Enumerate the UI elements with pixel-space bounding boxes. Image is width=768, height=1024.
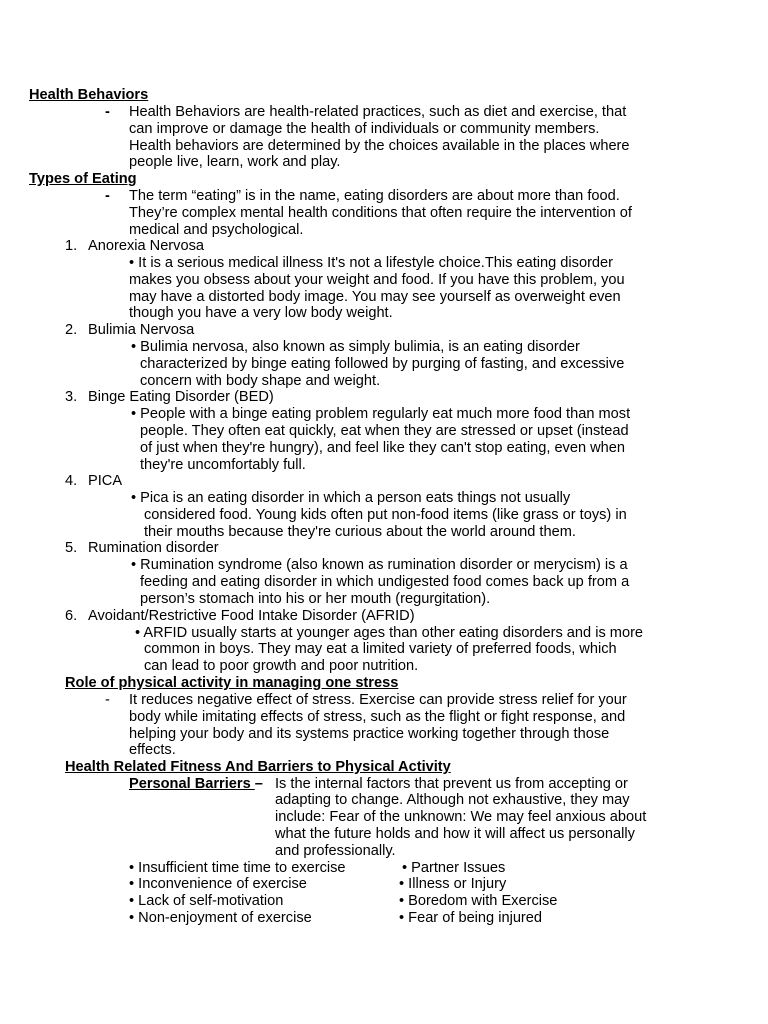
heading-role-of-physical-activity: Role of physical activity in managing one stress — [65, 675, 399, 691]
bullet-line: • Bulimia nervosa, also known as simply bulimia, is an eating disorder — [131, 339, 580, 355]
list-number: 1. — [65, 238, 78, 254]
bullet-line: • ARFID usually starts at younger ages than other eating disorders and is more — [135, 625, 644, 641]
list-number: 4. — [65, 473, 78, 489]
paragraph-line: adapting to change. Although not exhaustive, they may — [275, 792, 630, 808]
list-item-title: Bulimia Nervosa — [88, 322, 195, 338]
barrier-bullet-right: • Boredom with Exercise — [399, 893, 558, 909]
list-item-title: Avoidant/Restrictive Food Intake Disorder (AFRID) — [88, 608, 415, 624]
barrier-bullet-left: • Insufficient time time to exercise — [129, 860, 346, 876]
dash-marker: - — [105, 692, 110, 708]
bullet-line: can lead to poor growth and poor nutrition. — [144, 658, 419, 674]
list-number: 5. — [65, 540, 78, 556]
personal-barriers-label: Personal Barriers — [129, 776, 255, 792]
list-item-title: Anorexia Nervosa — [88, 238, 204, 254]
heading-types-of-eating: Types of Eating — [29, 171, 137, 187]
list-item-title: Binge Eating Disorder (BED) — [88, 389, 274, 405]
list-number: 2. — [65, 322, 78, 338]
paragraph-line: Health behaviors are determined by the choices available in the places where — [129, 138, 630, 154]
list-item-title: Rumination disorder — [88, 540, 219, 556]
bullet-line: characterized by binge eating followed by purging of fasting, and excessive — [140, 356, 625, 372]
bullet-line: considered food. Young kids often put non-food items (like grass or toys) in — [144, 507, 627, 523]
bullet-line: • Pica is an eating disorder in which a person eats things not usually — [131, 490, 571, 506]
barrier-bullet-left: • Non-enjoyment of exercise — [129, 910, 312, 926]
list-number: 6. — [65, 608, 78, 624]
bullet-line: concern with body shape and weight. — [140, 373, 381, 389]
paragraph-line: can improve or damage the health of individuals or community members. — [129, 121, 600, 137]
list-item-title: PICA — [88, 473, 123, 489]
barrier-bullet-right: • Fear of being injured — [399, 910, 543, 926]
paragraph-line: They’re complex mental health conditions that often require the intervention of — [129, 205, 632, 221]
bullet-line: makes you obsess about your weight and food. If you have this problem, you — [129, 272, 625, 288]
paragraph-line: people live, learn, work and play. — [129, 154, 341, 170]
paragraph-line: The term “eating” is in the name, eating disorders are about more than food. — [129, 188, 620, 204]
bullet-line: they're uncomfortably full. — [140, 457, 306, 473]
paragraph-line: what the future holds and how it will affect us personally — [275, 826, 635, 842]
bullet-line: feeding and eating disorder in which undigested food comes back up from a — [140, 574, 630, 590]
personal-barriers-dash: – — [254, 776, 263, 792]
paragraph-line: include: Fear of the unknown: We may feel anxious about — [275, 809, 647, 825]
paragraph-line: effects. — [129, 742, 176, 758]
paragraph-line: helping your body and its systems practice working together through those — [129, 726, 610, 742]
bullet-line: person’s stomach into his or her mouth (regurgitation). — [140, 591, 491, 607]
bullet-line: people. They often eat quickly, eat when they are stressed or upset (instead — [140, 423, 629, 439]
paragraph-line: medical and psychological. — [129, 222, 304, 238]
dash-marker: - — [105, 188, 110, 204]
barrier-bullet-left: • Inconvenience of exercise — [129, 876, 307, 892]
list-number: 3. — [65, 389, 78, 405]
bullet-line: common in boys. They may eat a limited variety of preferred foods, which — [144, 641, 617, 657]
dash-marker: - — [105, 104, 110, 120]
bullet-line: • It is a serious medical illness It's not a lifestyle choice.This eating disorder — [129, 255, 614, 271]
bullet-line: • Rumination syndrome (also known as rumination disorder or merycism) is a — [131, 557, 628, 573]
bullet-line: though you have a very low body weight. — [129, 305, 393, 321]
bullet-line: their mouths because they're curious about the world around them. — [144, 524, 576, 540]
paragraph-line: and professionally. — [275, 843, 396, 859]
heading-fitness-barriers: Health Related Fitness And Barriers to Physical Activity — [65, 759, 451, 775]
heading-health-behaviors: Health Behaviors — [29, 87, 149, 103]
paragraph-line: It reduces negative effect of stress. Exercise can provide stress relief for your — [129, 692, 627, 708]
barrier-bullet-left: • Lack of self-motivation — [129, 893, 284, 909]
paragraph-line: Is the internal factors that prevent us from accepting or — [275, 776, 628, 792]
barrier-bullet-right: • Partner Issues — [402, 860, 506, 876]
bullet-line: of just when they're hungry), and feel like they can't stop eating, even when — [140, 440, 626, 456]
bullet-line: may have a distorted body image. You may see yourself as overweight even — [129, 289, 621, 305]
bullet-line: • People with a binge eating problem regularly eat much more food than most — [131, 406, 631, 422]
paragraph-line: Health Behaviors are health-related practices, such as diet and exercise, that — [129, 104, 627, 120]
barrier-bullet-right: • Illness or Injury — [399, 876, 507, 892]
paragraph-line: body while imitating effects of stress, such as the flight or fight response, and — [129, 709, 626, 725]
